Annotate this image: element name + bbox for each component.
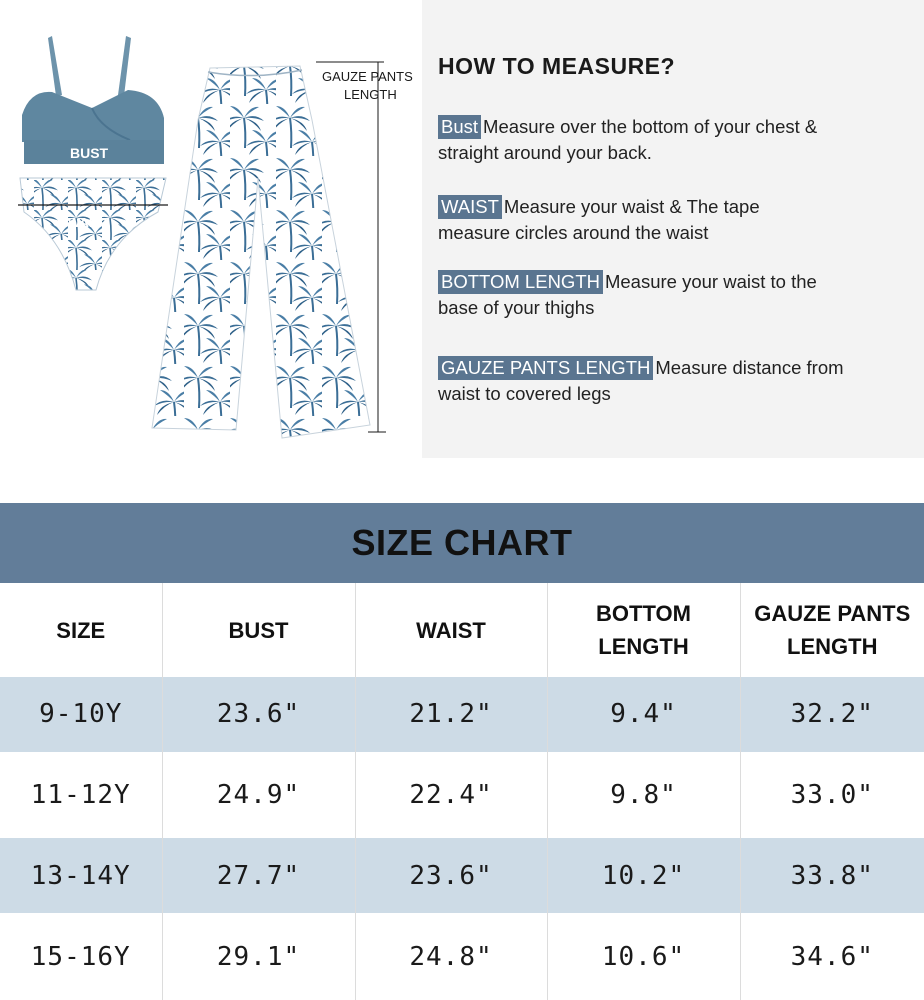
cell-bottom-length: 10.6" (547, 913, 740, 1000)
bikini-top (22, 36, 164, 164)
cell-gauze-pants-length: 33.0" (740, 752, 924, 839)
bust-tag: Bust (438, 115, 481, 139)
column-header-bottom-length: BOTTOM LENGTH (547, 583, 740, 677)
cell-bust: 29.1" (162, 913, 355, 1000)
how-to-measure-title: HOW TO MEASURE? (438, 53, 676, 79)
cell-size: 11-12Y (0, 752, 162, 839)
cell-bust: 23.6" (162, 677, 355, 752)
pants-length-label-line2: LENGTH (344, 87, 397, 102)
pants-length-label-line1: GAUZE PANTS (322, 69, 413, 84)
bust-label: BUST (70, 145, 109, 161)
cell-bust: 27.7" (162, 838, 355, 913)
measure-text: Measure distance from (655, 357, 844, 378)
measure-item-gauze-pants-length (438, 355, 918, 407)
measure-text: base of your thighs (438, 297, 595, 318)
cell-gauze-pants-length: 34.6" (740, 913, 924, 1000)
column-header-size: SIZE (0, 583, 162, 677)
table-row (0, 913, 924, 1000)
column-header-bust: BUST (162, 583, 355, 677)
cell-waist: 22.4" (355, 752, 547, 839)
cell-gauze-pants-length: 32.2" (740, 677, 924, 752)
measure-text: Measure your waist & The tape (503, 196, 760, 217)
how-to-measure-panel (422, 0, 924, 458)
gauze-pants-length-tag: GAUZE PANTS LENGTH (438, 356, 653, 380)
table-row (0, 838, 924, 913)
bottom-length-tag: BOTTOM LENGTH (438, 270, 603, 294)
cell-gauze-pants-length: 33.8" (740, 838, 924, 913)
table-header-row (0, 583, 924, 677)
measure-text: measure circles around the waist (438, 222, 709, 243)
cell-bust: 24.9" (162, 752, 355, 839)
column-header-gauze-pants-length: GAUZE PANTS LENGTH (740, 583, 924, 677)
measure-text: straight around your back. (438, 142, 652, 163)
waist-label: WAIST (68, 215, 110, 230)
cell-waist: 23.6" (355, 838, 547, 913)
cell-size: 13-14Y (0, 838, 162, 913)
cell-bottom-length: 9.4" (547, 677, 740, 752)
bikini-bottom (18, 178, 168, 290)
size-chart-header (0, 503, 924, 583)
measure-text: Measure your waist to the (604, 271, 817, 292)
product-illustration (0, 0, 422, 470)
size-chart-table (0, 583, 924, 1000)
column-header-waist: WAIST (355, 583, 547, 677)
cell-bottom-length: 10.2" (547, 838, 740, 913)
cell-size: 15-16Y (0, 913, 162, 1000)
measure-item-bottom-length (438, 269, 918, 321)
size-chart-title: SIZE CHART (351, 522, 573, 563)
table-row (0, 677, 924, 752)
measure-item-waist (438, 194, 918, 246)
gauze-pants (152, 66, 370, 438)
waist-tag: WAIST (438, 195, 502, 219)
cell-waist: 24.8" (355, 913, 547, 1000)
measure-text: waist to covered legs (438, 383, 611, 404)
cell-size: 9-10Y (0, 677, 162, 752)
measure-item-bust (438, 114, 918, 166)
cell-bottom-length: 9.8" (547, 752, 740, 839)
measure-text: Measure over the bottom of your chest & (483, 116, 818, 137)
cell-waist: 21.2" (355, 677, 547, 752)
table-row (0, 752, 924, 839)
